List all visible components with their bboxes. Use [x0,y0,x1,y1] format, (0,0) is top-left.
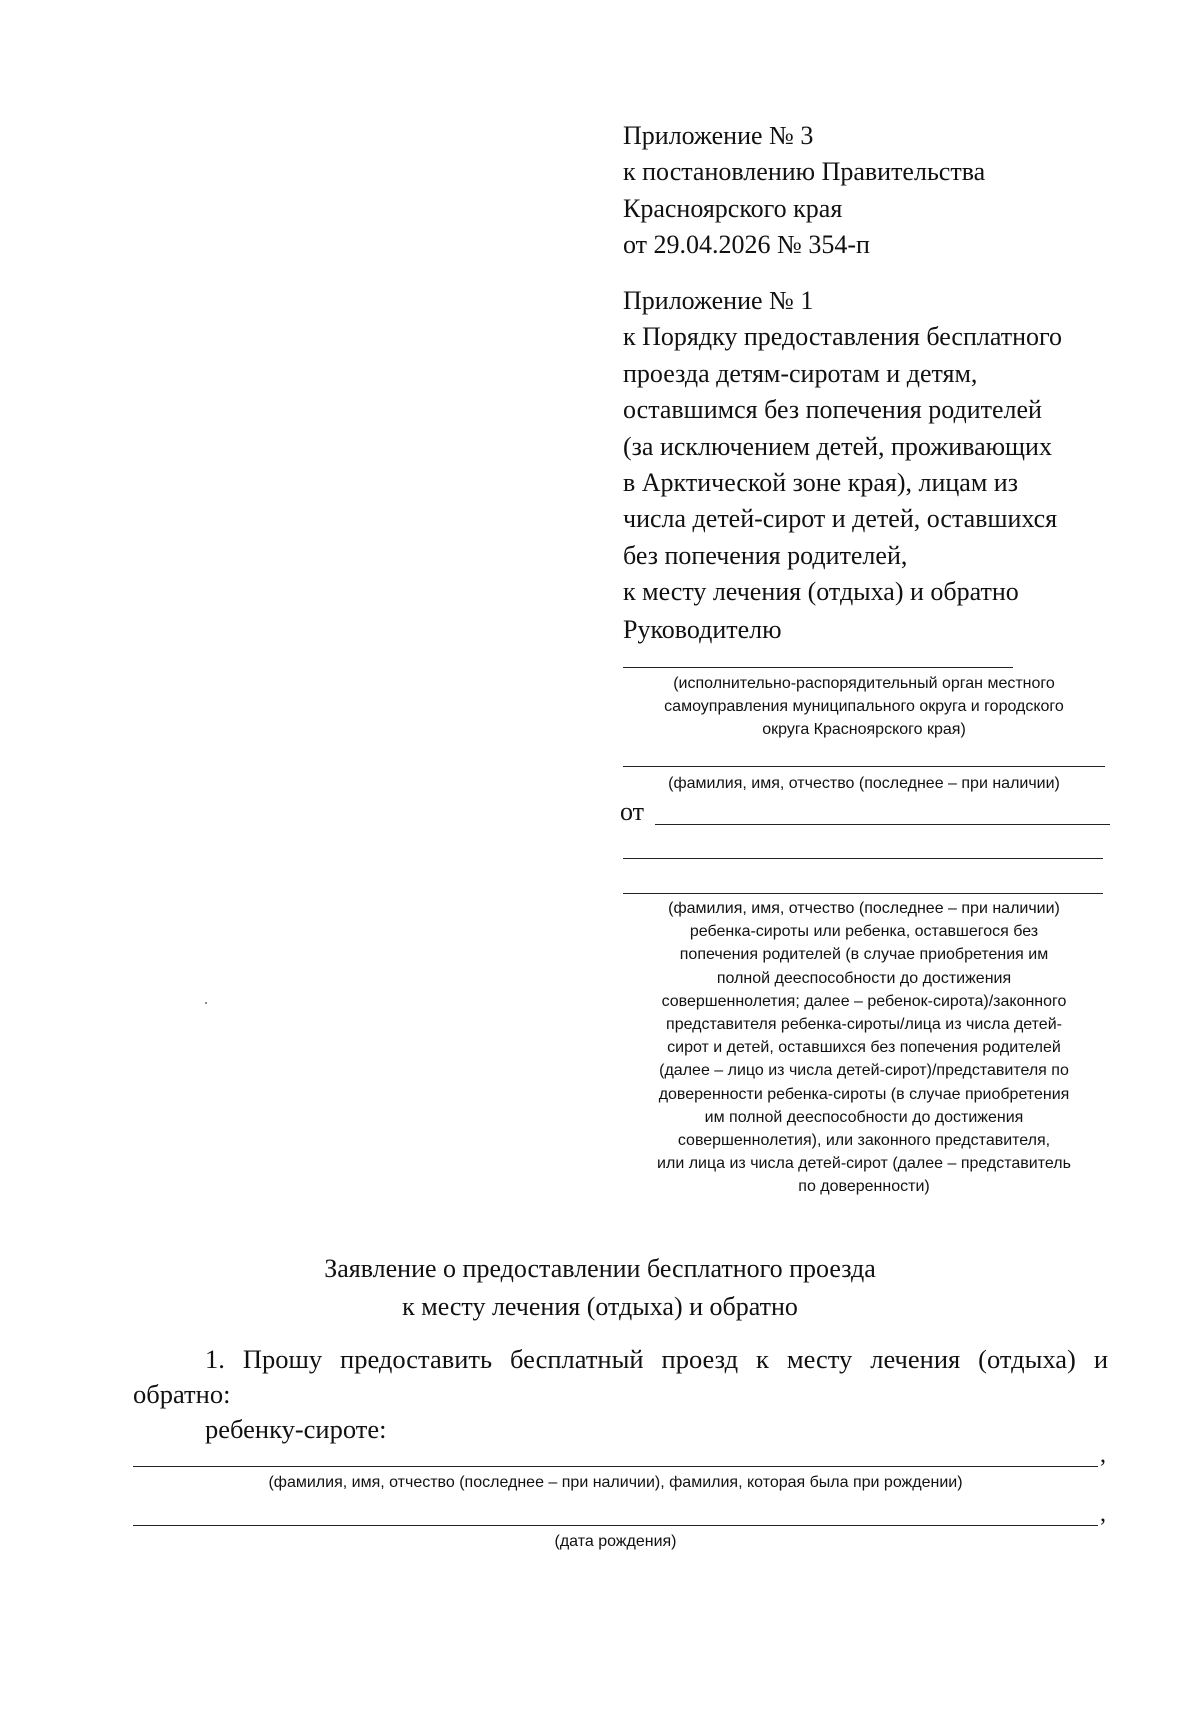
applicant-caption-line: или лица из числа детей-сирот (далее – представитель [657,1155,1071,1173]
applicant-name-field-line-3[interactable] [623,893,1103,894]
applicant-caption-line: им полной дееспособности до достижения [704,1108,1024,1126]
applicant-name-field-line-1[interactable] [655,824,1110,825]
appendix-1-line: к Порядку предоставления бесплатного [623,322,1063,352]
applicant-caption [623,897,1105,1198]
field-comma: , [1100,1501,1106,1527]
appendix-1-line: (за исключением детей, проживающих [623,431,1052,461]
appendix-3-line: к постановлению Правительства [623,157,986,187]
birth-date-caption: (дата рождения) [554,1533,677,1550]
applicant-caption-line: попечения родителей (в случае приобретения им [679,946,1049,964]
applicant-caption-line: ребенка-сироты или ребенка, оставшегося без [689,923,1039,941]
applicant-caption-line: представителя ребенка-сироты/лица из числа детей- [666,1015,1062,1033]
head-name-field[interactable] [623,766,1105,767]
paragraph-1: 1. Прошу предоставить бесплатный проезд к месту лечения (отдыха) и обратно: [133,1344,1108,1409]
statement-body [133,1342,1108,1447]
appendix-3-header [623,118,1103,264]
organ-caption [623,672,1105,742]
head-name-caption: (фамилия, имя, отчество (последнее – при наличии) [668,775,1060,792]
appendix-1-header [623,283,1123,611]
appendix-1-line: без попечения родителей, [623,540,908,570]
orphan-label: ребенку-сироте: [205,1413,387,1444]
organ-name-field[interactable] [623,667,1013,668]
appendix-1-line: числа детей-сирот и детей, оставшихся [623,504,1058,534]
organ-caption-line: (исполнительно-распорядительный орган местного [673,675,1055,692]
applicant-caption-line: полной дееспособности до достижения [716,969,1012,987]
addressee-label: Руководителю [623,615,782,644]
orphan-name-caption: (фамилия, имя, отчество (последнее – при наличии), фамилия, которая была при рождении) [268,1474,963,1491]
applicant-caption-line: (далее – лицо из числа детей-сирот)/представителя по [659,1062,1069,1080]
applicant-caption-line: совершеннолетия; далее – ребенок-сирота)/законного [661,992,1067,1010]
appendix-1-line: Приложение № 1 [623,286,814,315]
applicant-caption-line: по доверенности) [798,1178,930,1196]
statement-title-line: к месту лечения (отдыха) и обратно [402,1291,798,1321]
appendix-1-line: оставшимся без попечения родителей [623,395,1042,425]
applicant-caption-line: доверенности ребенка-сироты (в случае приобретения [658,1085,1070,1103]
applicant-caption-line: (фамилия, имя, отчество (последнее – при наличии) [668,900,1060,917]
organ-caption-line: округа Красноярского края) [762,721,966,739]
applicant-caption-line: совершеннолетия), или законного представителя, [677,1131,1051,1149]
statement-title [0,1250,1200,1325]
applicant-name-field-line-2[interactable] [623,858,1103,859]
appendix-3-line: от 29.04.2026 № 354-п [623,230,870,260]
organ-caption-line: самоуправления муниципального округа и городского [664,698,1064,716]
scan-speck [205,1002,207,1004]
appendix-3-line: Приложение № 3 [623,121,814,150]
birth-date-field[interactable] [133,1525,1098,1526]
applicant-caption-line: сирот и детей, оставшихся без попечения родителей [667,1039,1061,1057]
appendix-1-line: в Арктической зоне края), лицам из [623,467,1018,497]
appendix-1-line: проезда детям-сиротам и детям, [623,358,978,388]
appendix-3-line: Красноярского края [623,193,843,223]
orphan-name-field[interactable] [133,1466,1098,1467]
appendix-1-line: к месту лечения (отдыха) и обратно [623,577,1019,607]
statement-title-line: Заявление о предоставлении бесплатного проезда [324,1254,876,1283]
from-label: от [620,797,645,826]
field-comma: , [1100,1442,1106,1468]
